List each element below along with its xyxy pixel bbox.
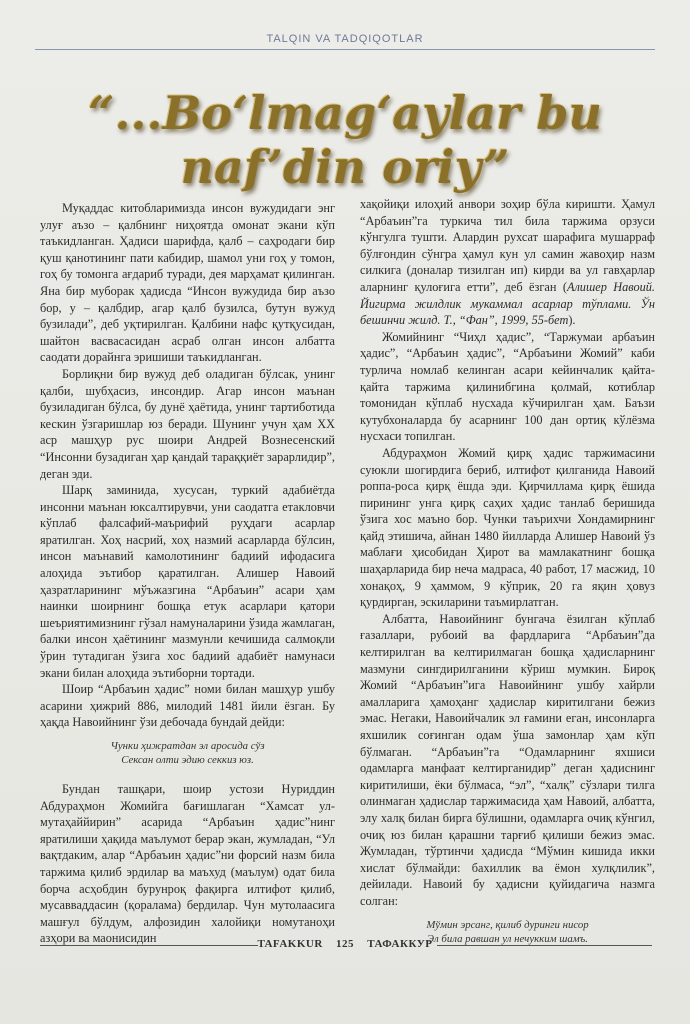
verse-line: Чунки ҳижратдан эл аросида сўз — [110, 740, 265, 752]
footer-journal-cyrillic: ТАФАККУР — [367, 938, 433, 950]
header-rule — [35, 49, 655, 50]
verse-line: Эл била равшан ул нечукким шамъ. — [427, 932, 588, 945]
paragraph: Шарқ заминида, хусусан, туркий адабиётда инсонни маънан юксалтирувчи, уни саодатга етакловчи кўплаб фалсафий-маърифий руҳдаги асарлар яратилган. Хоҳ насрий, хоҳ назмий асарларда бўлсин, инсон маънавий камолотининг бадиий ифодасига алоҳида эътибор қаратилган. Алишер Навоий ҳазратларининг мўъжазгина “Арбаъин” асари ҳам наинки шоирнинг бошқа етук асарлари қатори шеъриятимизнинг гўзал намуналарини ўзида жамлаган, балки инсон ҳаётининг мазмунли кечишида салмоқли ўрин тутадиган ўзига хос бадиий адабиёт намунаси экани билан алоҳида эътиборни тортади. — [40, 483, 335, 680]
paragraph: Албатта, Навоийнинг бунгача ёзилган кўплаб ғазаллари, рубоий ва фардларига “Арбаъин”да келтирилган ва келтирилмаган бошқа ҳадисларнинг мазмуни сингдирилганини кўриш мумкин. Бироқ Жомий “Арбаъин”ига Навоийнинг ушбу хайрли амалларига ҳамоҳанг ҳадислар киритилгани бежиз эмас. Негаки, Навоийчалик эл ғамини еган, инсонларга яхшилик соғинган одам ўша замонлар ҳам кўп бўлмаган. “Арбаъин”га “Одамларнинг яхшиси одамларга манфаат келтирганидир” деган ҳадиснинг киритилиши, ёки бўлмаса, “эл”, “халқ” сўзлари тилга олинмаган ҳадислар таржимасида ҳам Навоий, албатта, элу халқ билан бирга бўлишни, одамларга очиқ кўнгил, очиқ юз билан қарашни тарғиб қилиши бежиз эмас. Жумладан, тўртинчи ҳадисда “Мўмин кишида икки хислат бўлмайди: бахиллик ва ёмон хулқлилик”, дейилади. Навоий бу ҳадисни қуйидагича назмга солган: — [360, 611, 655, 908]
running-head: TALQIN VA TADQIQOTLAR — [266, 33, 424, 45]
paragraph: Абдураҳмон Жомий қирқ ҳадис таржимасини суюкли шогирдига бериб, илтифот қилганида Навоий роппа-роса қирқ ёшда эди. Қирчиллама қирқ ёшида пирининг унга қирқ саҳих ҳадис танлаб беришида ўзига хос маъно бор. Чунки таърихчи Хондамирнинг қайд этишича, айнан 1480 йилларда Алишер Навоий ўз маблағи ҳисобидан Ҳирот ва мамлакатнинг бошқа шаҳарларида бир неча мадраса, 40 работ, 17 масжид, 10 хонақоҳ, 9 ҳаммом, 9 кўприк, 20 га яқин ҳовуз қурдирган, эскиларини таъмирлатган. — [360, 445, 655, 610]
paragraph-text: ). — [568, 313, 576, 328]
paragraph: Шоир “Арбаъин ҳадис” номи билан машҳур ушбу асарини ҳижрий 886, милодий 1481 йили ёзган. Бу ҳақда Навоийнинг ўзи дебочада бундай дейди: — [40, 682, 335, 730]
right-column — [360, 196, 655, 960]
paragraph: Борлиқни бир вужуд деб оладиган бўлсак, унинг қалби, шубҳасиз, инсондир. Агар инсон маънан бузиладиган бўлса, бу дунё ҳаётида, унинг тартиботида кескин ўзгаришлар юз беради. Шунинг учун ҳам XX аср машҳур рус шоири Андрей Вознесенский “Инсонни бузадиган ҳар қандай тараққиёт зарарлидир”, деган эди. — [40, 366, 335, 481]
verse-line: Сексан олти эдию секкиз юз. — [121, 754, 254, 766]
left-column — [40, 200, 335, 947]
page-footer — [0, 938, 690, 950]
paragraph: Муқаддас китобларимизда инсон вужудидаги энг улуғ аъзо – қалбнинг ниҳоятда омонат экани кўп таъкидланган. Ҳадиси шарифда, қалб – саҳродаги бир қуш қанотининг пати кабидир, шамол уни гоҳ у томон, гоҳ бу томонга ағдариб туради, дея марҳамат қилинган. Яна бир муборак ҳадисда “Инсон вужудида бир аъзо бор, у – қалбдир, агар қалб бузилса, бутун вужуд бузилади”, деб уқтирилган. Қалбини нафс қутқусидан, шайтон васвасасидан асраб олган инсон албатта саодати дорайнга эришиши таъкидланган. — [40, 201, 335, 365]
article-title: “...Bo‘lmag‘aylar bu naf’din oriy” — [88, 86, 602, 194]
paragraph: Жомийнинг “Чиҳл ҳадис”, “Таржумаи арбаъин ҳадис”, “Арбаъин ҳадис”, “Арбаъини Жомий” каби турлича номлаб келинган асари кейинчалик қайта-қайта таржима қилинибгина қолмай, котиблар томонидан кўплаб нусхада кўчирилган ҳам. Баъзи кутубхоналарда бу асарнинг 100 дан ортиқ кўлёзма нусхаси топилган. — [360, 329, 655, 444]
footer-journal-latin: TAFAKKUR — [257, 938, 323, 950]
paragraph-text: хақойиқи илоҳий анвори зоҳир бўла киришти. Ҳамул “Арбаъин”га туркича тил била таржима орзуси кўнгулга тушти. Алардин рухсат шарафига мушарраф бўлғондин сўнгра ҳамул кун ул самин жавоҳир назм силкига (доналар тизилган ип) кирди ва ул гавҳарлар аларнинг қулоғига етти”, деб ёзган ( — [360, 197, 655, 294]
page-number: 125 — [336, 938, 355, 950]
paragraph: Бундан ташқари, шоир устози Нуриддин Абдураҳмон Жомийга бағишлаган “Хамсат ул-мутаҳаййирин” асарида “Арбаъин ҳадис”нинг яратилиши ҳақида маълумот берар экан, жумладан, “Ул вақтдаким, алар “Арбаъин ҳадис”ни форсий назм била таржима қилиб эрдилар ва маъхуд (маълум) одат била борча асҳобдин бурунроқ фақирга илтифот қилиб, мусавваддасин (қораламa) бердилар. Чун мутолаасига машғул бўлдум, алфозидин халойиқи номутаноҳи азҳори ва маонисидин — [40, 782, 335, 946]
citation: Алишер Навоий. Йигирма жилдлик мукаммал асарлар тўплами. Ўн бешинчи жилд. Т., “Фан”, 1999, 55-бет — [360, 279, 655, 328]
paragraph — [360, 196, 655, 329]
verse-line: Мўмин эрсанг, қилиб дуринги нисор — [426, 918, 589, 931]
verse-quote — [40, 739, 335, 767]
